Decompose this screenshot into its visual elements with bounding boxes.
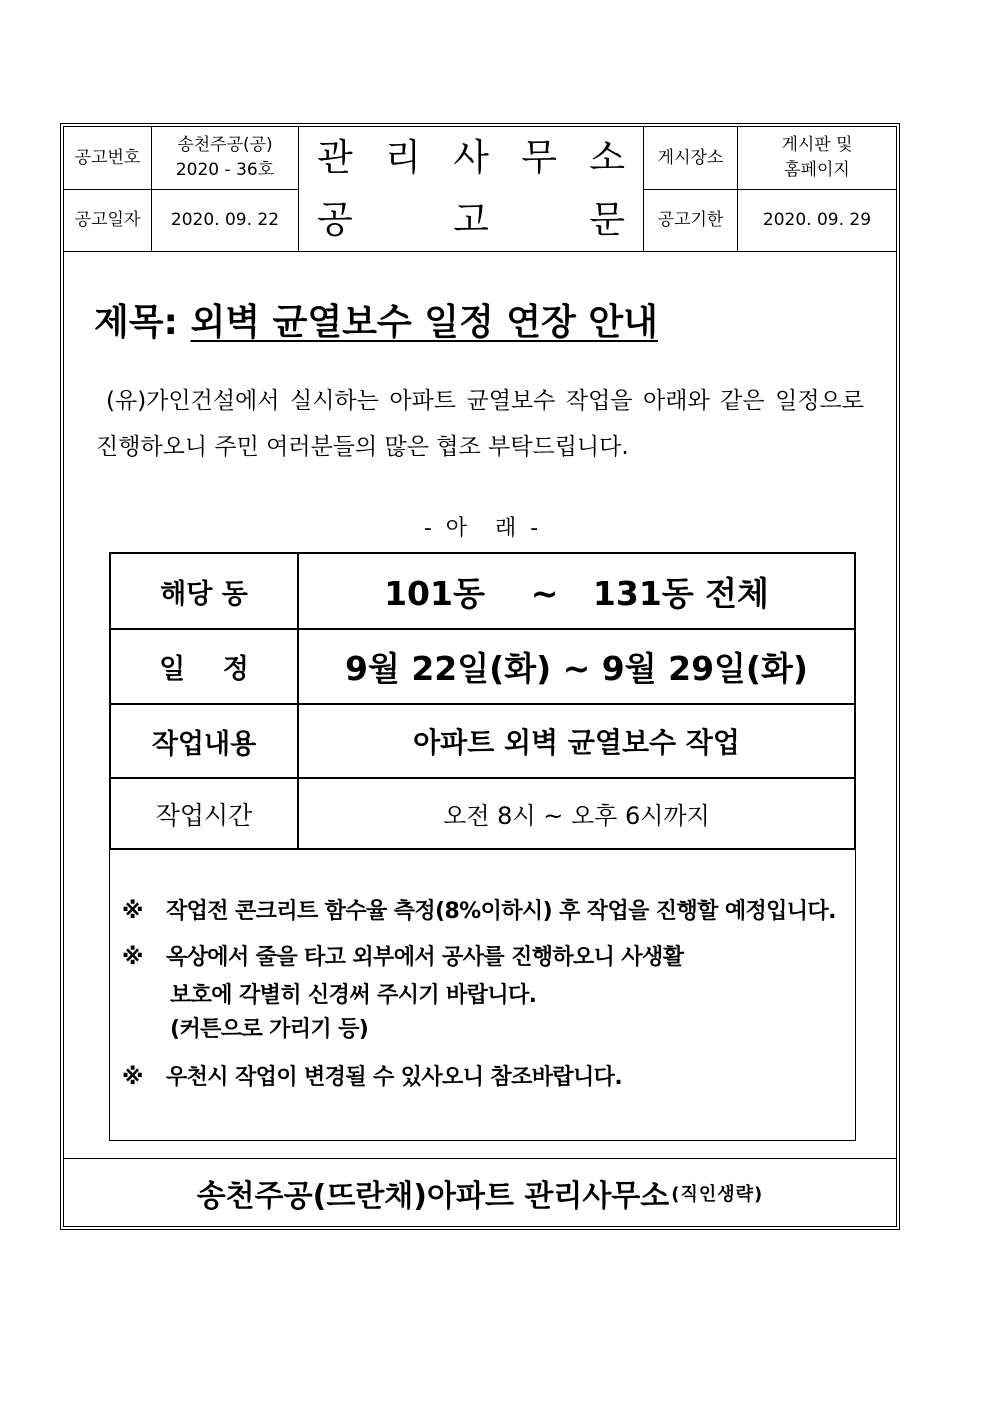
- title-text: 외벽 균열보수 일정 연장 안내: [190, 302, 658, 343]
- intro-paragraph: (유)가인건설에서 실시하는 아파트 균열보수 작업을 아래와 같은 일정으로 진행하오니 주민 여러분들의 많은 협조 부탁드립니다.: [96, 388, 864, 460]
- seal-note: (직인생략): [671, 1184, 764, 1205]
- page-title: [94, 294, 658, 345]
- label-notice-date: 공고일자: [63, 189, 152, 252]
- office-char: 소: [589, 136, 625, 180]
- below-heading: - 아 래 -: [423, 516, 539, 541]
- row-label: 해당 동: [111, 554, 299, 628]
- office-title-cell: [298, 126, 644, 252]
- notice-title: [317, 189, 625, 251]
- office-char: 사: [453, 136, 489, 180]
- note-text-continued: (커튼으로 가리기 등): [170, 1017, 369, 1042]
- reference-mark-icon: ※: [122, 1065, 143, 1090]
- note-text-continued: 보호에 각별히 신경써 주시기 바랍니다.: [170, 983, 537, 1008]
- note-item: [122, 1060, 622, 1096]
- reference-mark-icon: ※: [122, 945, 143, 970]
- note-text: 작업전 콘크리트 함수율 측정(8%이하시) 후 작업을 진행할 예정입니다.: [166, 899, 836, 924]
- deadline: 2020. 09. 29: [737, 189, 897, 252]
- post-place-line2: 홈페이지: [784, 160, 850, 180]
- label-notice-number: 공고번호: [63, 126, 152, 190]
- note-text: 우천시 작업이 변경될 수 있사오니 참조바랍니다.: [166, 1065, 623, 1090]
- row-label: 작업내용: [111, 705, 299, 777]
- row-value: 9월 22일(화) ~ 9월 29일(화): [345, 649, 808, 688]
- notice-date: 2020. 09. 22: [151, 189, 299, 252]
- row-label: 일 정: [111, 630, 299, 703]
- post-place: [737, 126, 897, 190]
- details-table: [109, 552, 856, 850]
- office-char: 무: [521, 136, 557, 180]
- footer-office: 송천주공(뜨란채)아파트 관리사무소: [196, 1179, 670, 1214]
- reference-mark-icon: ※: [122, 899, 143, 924]
- note-item: [122, 940, 683, 976]
- notice-char: 고: [453, 198, 489, 242]
- notice-number: [151, 126, 299, 190]
- table-row: [111, 779, 854, 848]
- note-text: 옥상에서 줄을 타고 외부에서 공사를 진행하오니 사생활: [166, 945, 684, 970]
- row-label: 작업시간: [111, 779, 299, 848]
- table-row: [111, 630, 854, 705]
- row-value: 101동 ~ 131동 전체: [384, 573, 769, 613]
- footer-signature: [63, 1158, 897, 1227]
- post-place-line1: 게시판 및: [781, 135, 853, 156]
- notice-char: 공: [317, 198, 353, 242]
- row-value: 아파트 외벽 균열보수 작업: [413, 726, 740, 759]
- office-title: [317, 127, 625, 189]
- table-row: [111, 554, 854, 630]
- table-row: [111, 705, 854, 779]
- note-item: [122, 894, 836, 930]
- notes-box: [109, 848, 856, 1141]
- notice-char: 문: [589, 198, 625, 242]
- notice-number-line2: 2020 - 36호: [175, 160, 275, 180]
- notice-number-line1: 송천주공(공): [177, 135, 273, 156]
- office-char: 리: [385, 136, 421, 180]
- label-post-place: 게시장소: [643, 126, 738, 190]
- label-deadline: 공고기한: [643, 189, 738, 252]
- row-value: 오전 8시 ~ 오후 6시까지: [443, 802, 710, 830]
- office-char: 관: [317, 136, 353, 180]
- title-prefix: 제목:: [94, 302, 178, 343]
